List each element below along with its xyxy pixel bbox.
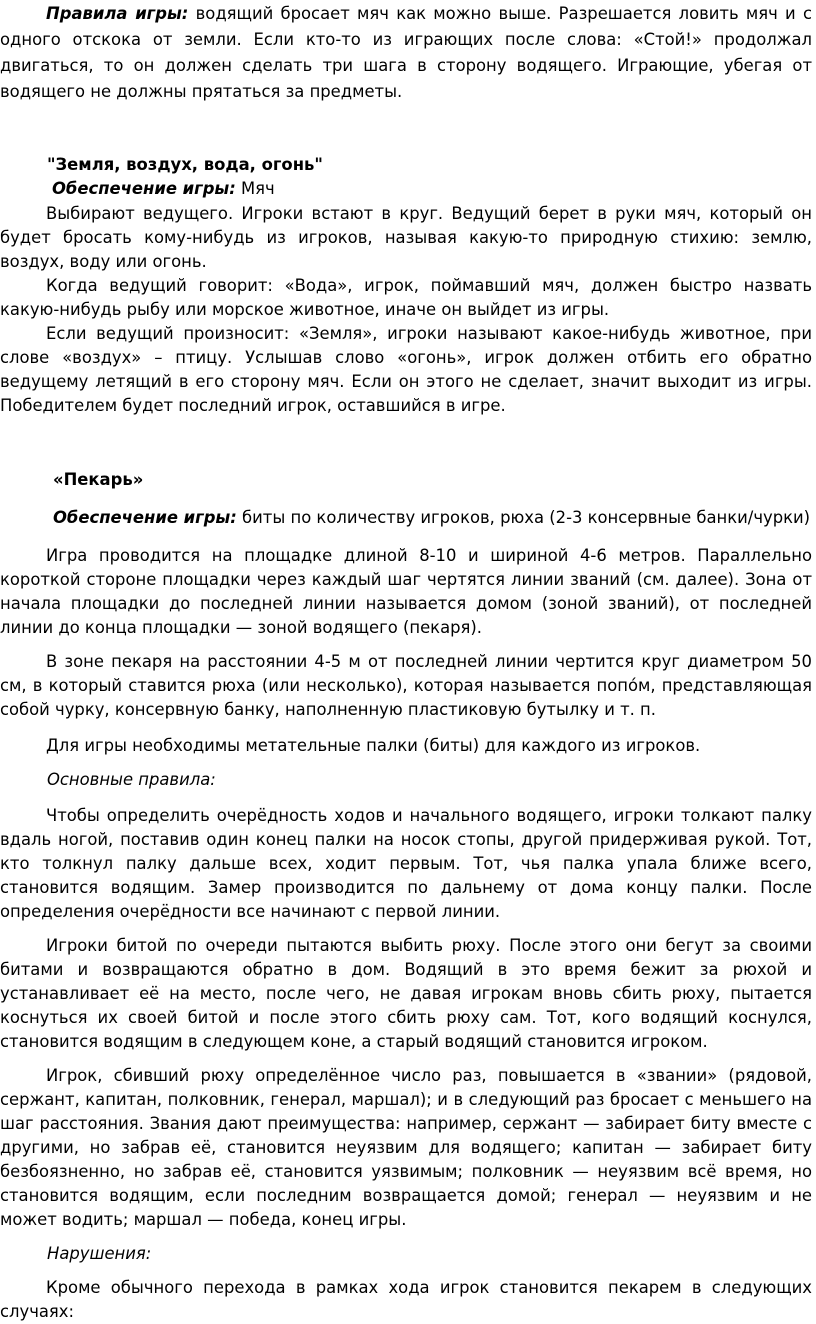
- paragraph: Игра проводится на площадке длиной 8-10 и шириной 4-6 метров. Параллельно короткой стороне площадки через каждый шаг чертятся линии званий (см. далее). Зона от начала площадки до последней линии называется домом (зоной званий), от последней линии до конца площадки — зоной водящего (пекаря).: [0, 546, 812, 637]
- violations-heading: Нарушения:: [47, 1244, 152, 1263]
- paragraph: Если ведущий произносит: «Земля», игроки называют какое-нибудь животное, при слове «воздух» – птицу. Услышав слово «огонь», игрок должен отбить его обратно ведущему летящий в его сторону мяч. Если он этого не сделает, значит выходит из игры. Победителем будет последний игрок, оставшийся в игре.: [0, 324, 812, 415]
- paragraph: Чтобы определить очерёдность ходов и начального водящего, игроки толкают палку вдаль ногой, поставив один конец палки на носок стопы, другой придерживая рукой. Тот, кто толкнул палку дальше всех, ходит первым. Тот, чья палка упала ближе всего, становится водящим. Замер производится по дальнему от дома концу палки. После определения очерёдности все начинают с первой линии.: [0, 806, 812, 921]
- paragraph: Когда ведущий говорит: «Вода», игрок, поймавший мяч, должен быстро назвать какую-нибудь рыбу или морское животное, иначе он выйдет из игры.: [0, 276, 812, 319]
- equipment-text: биты по количеству игроков, рюха (2-3 консервные банки/чурки): [236, 508, 811, 527]
- paragraph: Выбирают ведущего. Игроки встают в круг. Ведущий берет в руки мяч, который он будет бросать кому-нибудь из игроков, называя какую-то природную стихию: землю, воздух, воду или огонь.: [0, 204, 812, 271]
- paragraph: Для игры необходимы метательные палки (биты) для каждого из игроков.: [46, 736, 701, 755]
- equipment-label: Обеспечение игры:: [52, 179, 236, 198]
- rules-paragraph: [0, 1, 812, 105]
- baker-section: [0, 468, 812, 1324]
- earth-air-water-fire-section: [0, 154, 812, 418]
- equipment-label: Обеспечение игры:: [53, 508, 237, 527]
- rules-block: [0, 1, 812, 105]
- section-title: "Земля, воздух, вода, огонь": [47, 155, 323, 174]
- equipment-text: Мяч: [235, 179, 275, 198]
- paragraph: Игрок, сбивший рюху определённое число раз, повышается в «звании» (рядовой, сержант, капитан, полковник, генерал, маршал); и в следующий раз бросает с меньшего на шаг расстояния. Звания дают преимущества: например, сержант — забирает биту вместе с другими, но забрав её, становится неуязвим для водящего; капитан — забирает биту безбоязненно, но забрав её, становится уязвимым; полковник — неуязвим всё время, но становится водящим, если последним возвращается домой; генерал — неуязвим и не может водить; маршал — победа, конец игры.: [0, 1066, 812, 1229]
- paragraph: В зоне пекаря на расстоянии 4-5 м от последней линии чертится круг диаметром 50 см, в который ставится рюха (или несколько), которая называется попо́м, представляющая собой чурку, консервную банку, наполненную пластиковую бутылку и т. п.: [0, 652, 812, 719]
- rules-label: Правила игры:: [46, 4, 189, 23]
- section-title: «Пекарь»: [53, 470, 144, 489]
- main-rules-heading: Основные правила:: [47, 770, 216, 789]
- paragraph: Игроки битой по очереди пытаются выбить рюху. После этого они бегут за своими битами и возвращаются обратно в дом. Водящий в это время бежит за рюхой и устанавливает её на место, после чего, не давая игрокам вновь сбить рюху, пытается коснуться их своей битой и после этого сбить рюху сам. Тот, кого водящий коснулся, становится водящим в следующем коне, а старый водящий становится игроком.: [0, 936, 812, 1051]
- equipment-line: [0, 178, 812, 200]
- rules-text: водящий бросает мяч как можно выше. Разрешается ловить мяч и с одного отскока от земли. Если кто-то из играющих после слова: «Стой!» продолжал двигаться, то он должен сделать три шага в сторону водящего. Играющие, убегая от водящего не должны прятаться за предметы.: [0, 4, 812, 101]
- paragraph: Кроме обычного перехода в рамках хода игрок становится пекарем в следующих случаях:: [0, 1278, 812, 1321]
- equipment-line: [0, 506, 812, 530]
